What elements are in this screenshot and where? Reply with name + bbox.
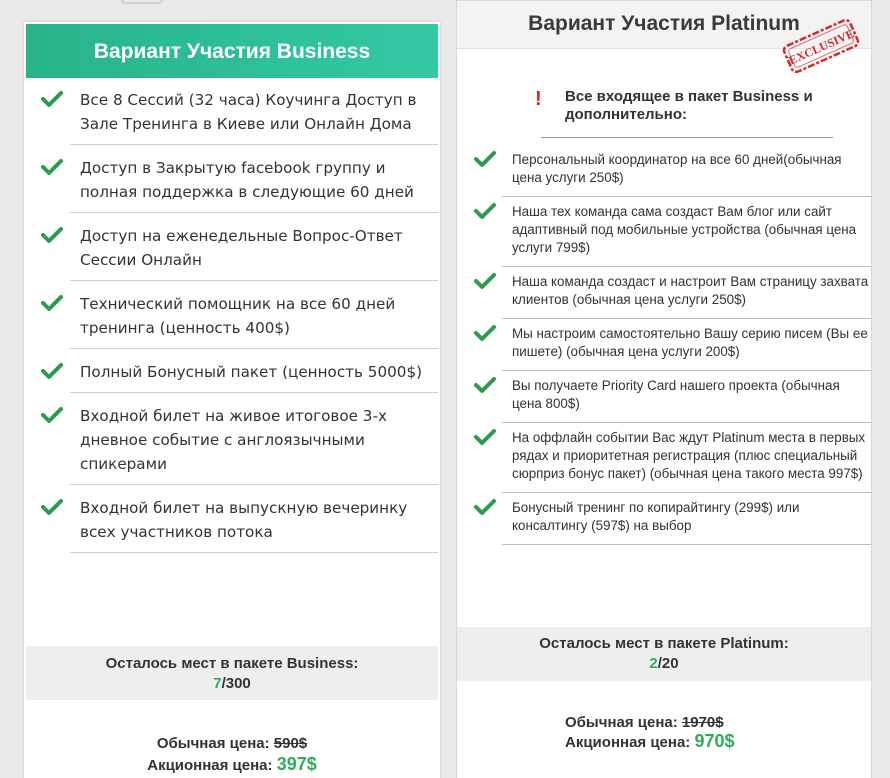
seats-left: 2: [649, 655, 658, 672]
feature-text: Полный Бонусный пакет (ценность 5000$): [80, 363, 423, 381]
promo-price-label: Акционная цена:: [565, 734, 691, 751]
list-item: [471, 493, 871, 545]
business-feature-list: [36, 88, 438, 564]
list-item: [36, 156, 438, 213]
seats-label: Осталось мест в пакете Business:: [105, 655, 359, 672]
feature-text: На оффлайн событии Вас ждут Platinum места в первых рядах и приоритетная регистрация (плюс специальный сюрприз бонус пакет) (обычная цена такого места 997$): [512, 430, 866, 481]
check-icon: [41, 294, 63, 312]
feature-text: Бонусный тренинг по копирайтингу (299$) или консалтингу (597$) на выбор: [512, 500, 800, 533]
check-icon: [41, 226, 63, 244]
feature-text: Вы получаете Priority Card нашего проекта (обычная цена 800$): [512, 378, 840, 411]
check-icon: [474, 324, 496, 342]
list-item: [36, 88, 438, 145]
top-decoration: [120, 0, 164, 4]
exclusive-stamp-icon: [779, 15, 863, 77]
check-icon: [41, 498, 63, 516]
promo-price-row: [565, 732, 735, 752]
feature-text: Доступ в Закрытую facebook группу и полная поддержка в следующие 60 дней: [80, 159, 414, 201]
regular-price-row: [565, 713, 735, 732]
feature-text: Технический помощник на все 60 дней тренинга (ценность 400$): [80, 295, 396, 337]
check-icon: [474, 272, 496, 290]
platinum-pricing: [565, 713, 735, 752]
feature-text: Входной билет на живое итоговое 3-х дневное событие с англоязычными спикерами: [80, 407, 387, 473]
list-item: [471, 423, 871, 493]
list-item: [471, 197, 871, 267]
intro-text: Все входящее в пакет Business и дополнительно:: [565, 88, 813, 123]
business-pricing: [24, 734, 440, 776]
feature-text: Все 8 Сессий (32 часа) Коучинга Доступ в Зале Тренинга в Киеве или Онлайн Дома: [80, 91, 417, 133]
check-icon: [41, 158, 63, 176]
business-package-card: [24, 22, 440, 778]
seats-label: Осталось мест в пакете Platinum:: [539, 635, 789, 652]
list-item: [36, 292, 438, 349]
feature-text: Входной билет на выпускную вечеринку всех участников потока: [80, 499, 408, 541]
regular-price: 1970$: [681, 714, 724, 731]
regular-price-label: Обычная цена:: [565, 714, 678, 731]
check-icon: [41, 406, 63, 424]
promo-price: 397$: [276, 754, 317, 774]
regular-price-row: [24, 734, 440, 754]
check-icon: [41, 362, 63, 380]
list-item: [471, 319, 871, 371]
seats-total: /300: [221, 675, 251, 692]
list-item: [36, 360, 438, 393]
platinum-package-card: [456, 0, 872, 778]
seats-count: [26, 674, 438, 694]
platinum-feature-list: [471, 145, 871, 545]
divider: [541, 137, 833, 138]
list-item: [36, 496, 438, 553]
promo-price-row: [24, 754, 440, 776]
exclamation-icon: !: [535, 88, 542, 110]
list-item: [471, 371, 871, 423]
check-icon: [474, 376, 496, 394]
platinum-package-title: Вариант Участия Platinum: [457, 1, 871, 49]
list-item: [36, 224, 438, 281]
promo-price: 970$: [694, 731, 735, 751]
check-icon: [474, 498, 496, 516]
list-item: [471, 267, 871, 319]
check-icon: [41, 90, 63, 108]
feature-text: Наша команда создаст и настроит Вам страницу захвата клиентов (обычная цена услуги 250$): [512, 274, 869, 307]
check-icon: [474, 428, 496, 446]
business-package-title: Вариант Участия Business: [26, 24, 438, 78]
business-seats-remaining: [26, 646, 438, 700]
stamp-text: EXCLUSIVE: [786, 26, 857, 68]
regular-price-label: Обычная цена:: [156, 735, 270, 752]
feature-text: Доступ на еженедельные Вопрос-Ответ Сессии Онлайн: [80, 227, 403, 269]
feature-text: Наша тех команда сама создаст Вам блог или сайт адаптивный под мобильные устройства (обычная цена услуги 799$): [512, 204, 857, 255]
list-item: [471, 145, 871, 197]
feature-text: Персональный координатор на все 60 дней(обычная цена услуги 250$): [512, 152, 842, 185]
seats-count: [457, 654, 871, 674]
regular-price: 590$: [273, 735, 308, 752]
list-item: [36, 404, 438, 485]
feature-text: Мы настроим самостоятельно Вашу серию писем (Вы ее пишете) (обычная цена услуги 200$): [512, 326, 868, 359]
promo-price-label: Акционная цена:: [147, 757, 273, 774]
seats-total: /20: [657, 655, 679, 672]
seats-left: 7: [213, 675, 222, 692]
platinum-seats-remaining: [457, 627, 871, 681]
check-icon: [474, 150, 496, 168]
check-icon: [474, 202, 496, 220]
